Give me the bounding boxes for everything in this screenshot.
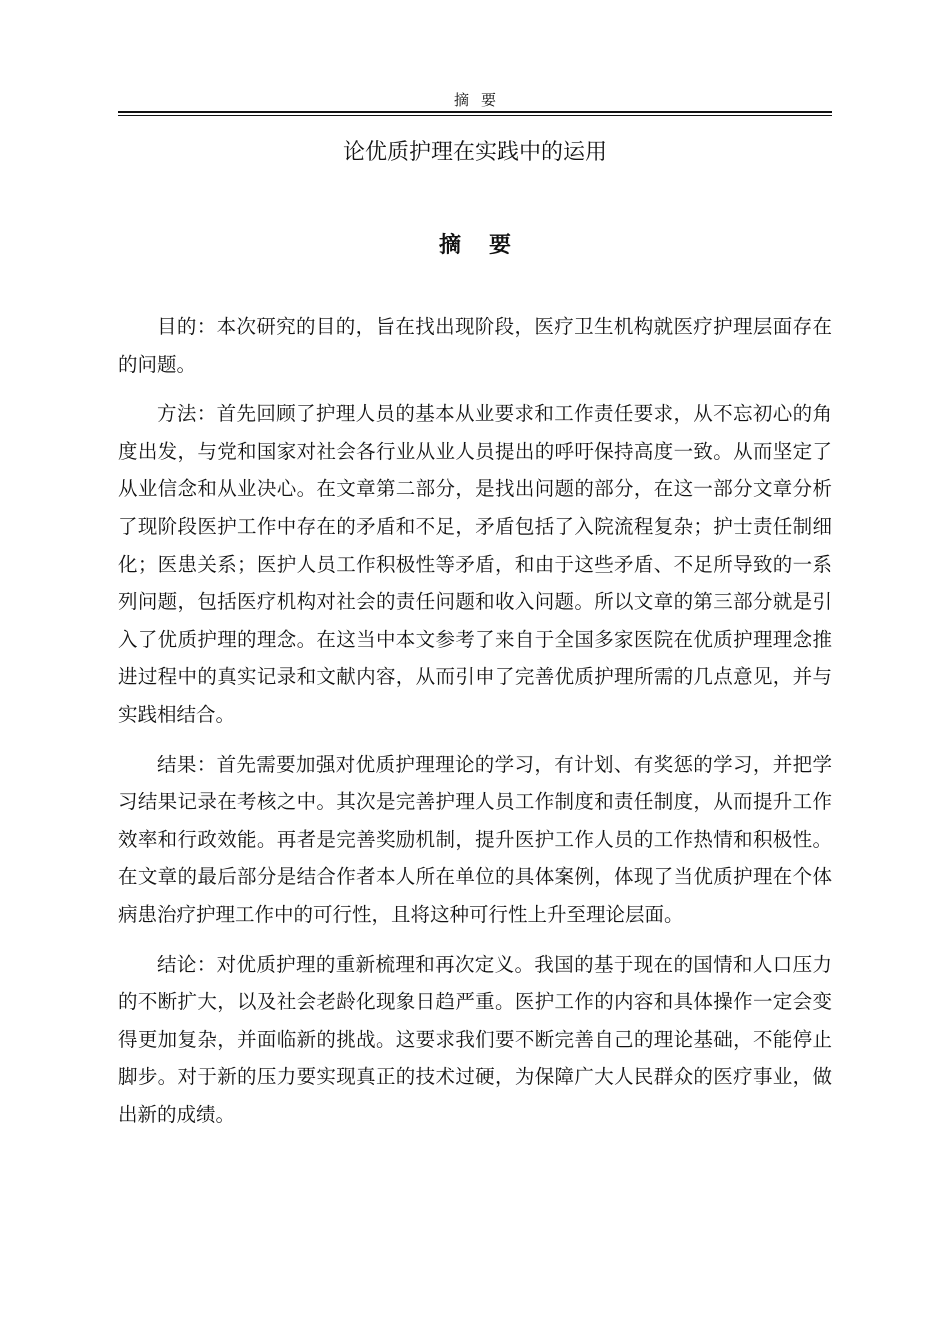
- paragraph-methods: 方法：首先回顾了护理人员的基本从业要求和工作责任要求，从不忘初心的角度出发，与党和国家对社会各行业从业人员提出的呼吁保持高度一致。从而坚定了从业信念和从业决心。在文章第二部分，是找出问题的部分，在这一部分文章分析了现阶段医护工作中存在的矛盾和不足，矛盾包括了入院流程复杂；护士责任制细化；医患关系；医护人员工作积极性等矛盾，和由于这些矛盾、不足所导致的一系列问题，包括医疗机构对社会的责任问题和收入问题。所以文章的第三部分就是引入了优质护理的理念。在这当中本文参考了来自于全国多家医院在优质护理理念推进过程中的真实记录和文献内容，从而引申了完善优质护理所需的几点意见，并与实践相结合。: [118, 402, 832, 726]
- paragraph-conclusion: 结论：对优质护理的重新梳理和再次定义。我国的基于现在的国情和人口压力的不断扩大，以及社会老龄化现象日趋严重。医护工作的内容和具体操作一定会变得更加复杂，并面临新的挑战。这要求我们要不断完善自己的理论基础，不能停止脚步。对于新的压力要实现真正的技术过硬，为保障广大人民群众的医疗事业，做出新的成绩。: [118, 952, 832, 1126]
- running-header: 摘要: [453, 91, 508, 109]
- paragraph-objective: 目的：本次研究的目的，旨在找出现阶段，医疗卫生机构就医疗护理层面存在的问题。: [118, 315, 832, 376]
- abstract-heading: 摘要: [438, 232, 539, 258]
- header-rule: [118, 111, 832, 113]
- paragraph-results: 结果：首先需要加强对优质护理理论的学习，有计划、有奖惩的学习，并把学习结果记录在考核之中。其次是完善护理人员工作制度和责任制度，从而提升工作效率和行政效能。再者是完善奖励机制，提升医护工作人员的工作热情和积极性。在文章的最后部分是结合作者本人所在单位的具体案例，体现了当优质护理在个体病患治疗护理工作中的可行性，且将这种可行性上升至理论层面。: [118, 752, 832, 926]
- header-rule-thin: [118, 115, 832, 116]
- abstract-body: [118, 308, 832, 1145]
- document-title: 论优质护理在实践中的运用: [342, 140, 607, 165]
